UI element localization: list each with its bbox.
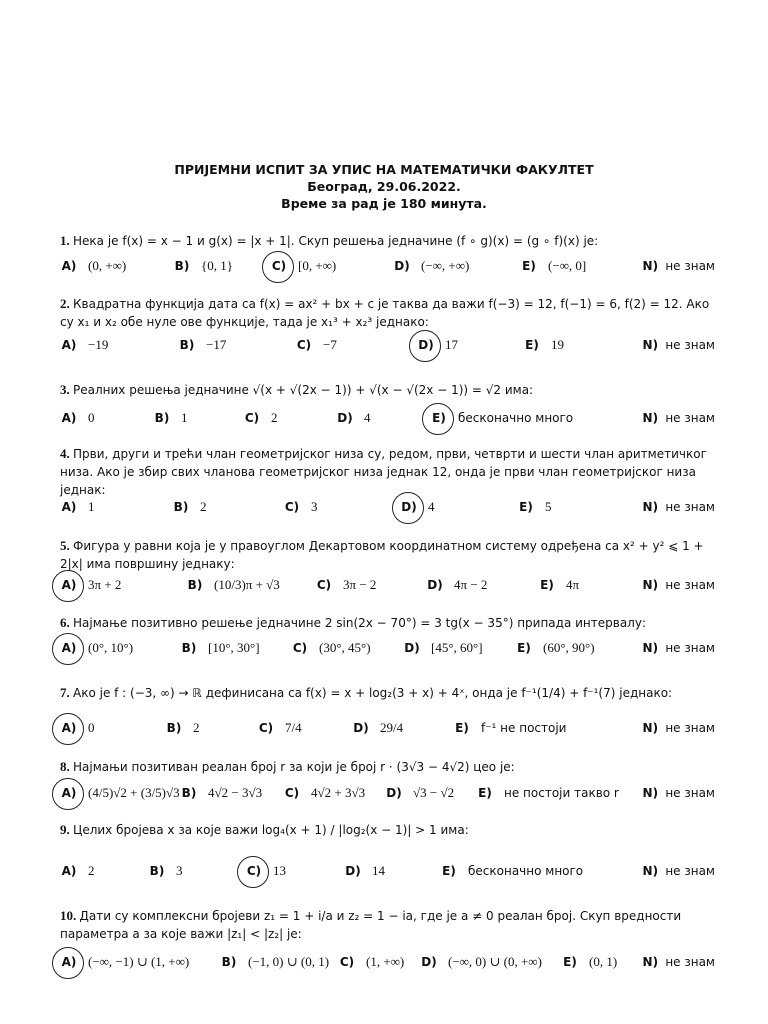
question-9 [60,821,712,839]
answer-value: 4π − 2 [454,577,488,592]
answer-label: N) [642,955,659,969]
answer-label: C) [284,786,300,800]
answer-option-e[interactable] [538,572,579,598]
answer-value: 3π − 2 [343,577,377,592]
question-number: 6. [60,615,70,630]
answer-option-c[interactable] [283,780,365,806]
answer-value-dont-know: не знам [665,411,715,425]
answer-row [60,949,715,975]
answer-value: 2 [200,499,207,514]
answer-label: D) [345,864,361,878]
answer-value: 29/4 [380,720,404,735]
answer-label: D) [427,578,443,592]
answer-option-e[interactable] [430,405,573,431]
answer-value: [45°, 60°] [431,640,483,655]
answer-label: A) [61,500,77,514]
answer-option-e[interactable] [453,715,566,741]
answer-value: 2 [88,863,95,878]
answer-value: 2 [271,410,278,425]
answer-value: 3 [311,499,318,514]
answer-label: N) [642,500,659,514]
answer-option-e[interactable] [520,253,586,279]
answer-value: (0, 1) [589,954,618,969]
answer-value: f⁻¹ не постоји [481,721,567,735]
answer-value: (30°, 45°) [319,640,371,655]
answer-option-d[interactable] [385,780,454,806]
answer-label: B) [174,259,190,273]
answer-label: N) [642,338,659,352]
answer-option-n[interactable] [641,494,715,520]
answer-option-b[interactable] [180,635,260,661]
answer-value: 4 [364,410,371,425]
answer-option-d[interactable] [403,635,483,661]
answer-option-e[interactable] [476,780,619,806]
answer-value: (60°, 90°) [543,640,595,655]
answer-value: 0 [88,720,95,735]
answer-label: E) [478,786,492,800]
answer-label: C) [292,641,308,655]
answer-value: 4 [428,499,435,514]
answer-value: (10/3)π + √3 [214,577,280,592]
answer-label: N) [642,411,659,425]
answer-option-d[interactable] [426,572,487,598]
answer-option-e[interactable] [515,635,595,661]
answer-label: B) [181,641,197,655]
answer-value-dont-know: не знам [665,955,715,969]
question-number: 5. [60,538,70,553]
circled-answer-label: C) [271,259,287,273]
answer-value: (−∞, 0) ∪ (0, +∞) [448,954,542,969]
answer-label: E) [519,500,533,514]
answer-value: 3 [176,863,183,878]
answer-label: D) [394,259,410,273]
answer-value: 1 [88,499,95,514]
answer-label: E) [517,641,531,655]
answer-label: D) [404,641,420,655]
answer-row [60,572,715,598]
answer-option-a[interactable] [60,949,189,975]
answer-label: B) [221,955,237,969]
answer-label: A) [61,411,77,425]
answer-row [60,405,715,431]
answer-value: 4√2 − 3√3 [208,785,263,800]
answer-option-b[interactable] [178,332,226,358]
answer-option-b[interactable] [148,858,183,884]
answer-value: [0, +∞) [298,258,337,273]
question-number: 1. [60,233,70,248]
question-text: Први, други и трећи члан геометријског низа су, редом, први, четврти и шести члан аритметичког низа. Ако је збир свих чланова геометријског низа једнак 12, онда је први члан геометријског низа једнак: [60,447,707,497]
question-text: Најмањи позитиван реалан број r за који је број r · (3√3 − 4√2) цео је: [73,760,515,774]
question-text: Нека је f(x) = x − 1 и g(x) = |x + 1|. Скуп решења једначине (f ∘ g)(x) = (g ∘ f)(x) је: [73,234,599,248]
answer-label: E) [540,578,554,592]
answer-label: N) [642,864,659,878]
answer-label: B) [187,578,203,592]
answer-option-a[interactable] [60,635,133,661]
question-4 [60,445,712,499]
answer-label: N) [642,721,659,735]
answer-option-n[interactable] [641,253,715,279]
answer-label: E) [442,864,456,878]
answer-label: A) [61,259,77,273]
answer-option-b[interactable] [153,405,188,431]
answer-value: 2 [193,720,200,735]
answer-label: C) [296,338,312,352]
answer-value: 14 [372,863,385,878]
answer-row [60,635,715,661]
question-5 [60,537,712,573]
answer-option-n[interactable] [641,715,715,741]
answer-option-b[interactable] [220,949,329,975]
answer-value: (−∞, −1) ∪ (1, +∞) [88,954,190,969]
answer-row [60,253,715,279]
circled-answer-label: D) [401,500,417,514]
answer-value: 1 [181,410,188,425]
answer-label: C) [258,721,274,735]
answer-value: −7 [323,337,337,352]
question-number: 4. [60,446,70,461]
answer-option-d[interactable] [400,494,435,520]
answer-value: (−∞, +∞) [421,258,470,273]
answer-option-a[interactable] [60,332,108,358]
answer-option-c[interactable] [338,949,404,975]
question-3 [60,381,712,399]
answer-option-d[interactable] [344,858,385,884]
answer-option-b[interactable] [186,572,280,598]
answer-row [60,332,715,358]
question-6 [60,614,712,632]
answer-value: 5 [545,499,552,514]
answer-label: D) [353,721,369,735]
answer-label: D) [421,955,437,969]
answer-option-b[interactable] [165,715,200,741]
answer-value: √3 − √2 [413,785,455,800]
answer-option-c[interactable] [257,715,302,741]
answer-value-dont-know: не знам [665,578,715,592]
answer-value: (0, +∞) [88,258,127,273]
answer-option-a[interactable] [60,572,121,598]
answer-option-a[interactable] [60,715,95,741]
answer-value-dont-know: не знам [665,259,715,273]
question-number: 10. [60,908,77,923]
answer-value: [10°, 30°] [208,640,260,655]
answer-option-c[interactable] [283,494,318,520]
question-text: Реалних решења једначине √(x + √(2x − 1)) + √(x − √(2x − 1)) = √2 има: [73,383,534,397]
answer-value-dont-know: не знам [665,786,715,800]
answer-value: {0, 1} [201,258,233,273]
question-1 [60,232,712,250]
answer-label: B) [154,411,170,425]
answer-option-e[interactable] [523,332,564,358]
answer-option-n[interactable] [641,858,715,884]
answer-row [60,858,715,884]
answer-value: 0 [88,410,95,425]
question-2 [60,295,712,331]
answer-value: −19 [88,337,109,352]
answer-label: A) [61,864,77,878]
answer-label: D) [386,786,402,800]
answer-value: бесконачно много [458,411,574,425]
answer-value: 3π + 2 [88,577,122,592]
exam-place-date: Београд, 29.06.2022. [307,179,461,194]
answer-label: C) [284,500,300,514]
answer-option-c[interactable] [315,572,376,598]
answer-value: 4π [566,577,580,592]
answer-label: E) [525,338,539,352]
answer-value: (−1, 0) ∪ (0, 1) [248,954,330,969]
answer-option-a[interactable] [60,780,180,806]
answer-label: C) [244,411,260,425]
circled-answer-label: D) [418,338,434,352]
answer-option-n[interactable] [641,780,715,806]
answer-row [60,715,715,741]
answer-option-c[interactable] [295,332,337,358]
answer-option-n[interactable] [641,635,715,661]
answer-label: N) [642,259,659,273]
answer-option-b[interactable] [173,253,233,279]
question-8 [60,758,712,776]
answer-value-dont-know: не знам [665,721,715,735]
question-number: 7. [60,685,70,700]
answer-option-n[interactable] [641,949,715,975]
answer-value: −17 [206,337,227,352]
answer-label: E) [455,721,469,735]
circled-answer-label: A) [61,786,77,800]
answer-label: N) [642,578,659,592]
answer-label: B) [149,864,165,878]
answer-option-e[interactable] [517,494,552,520]
answer-label: D) [337,411,353,425]
answer-option-b[interactable] [172,494,207,520]
question-7 [60,684,712,702]
question-text: Најмање позитивно решење једначине 2 sin(2x − 70°) = 3 tg(x − 35°) припада интервалу: [73,616,646,630]
answer-option-d[interactable] [352,715,403,741]
answer-option-n[interactable] [641,405,715,431]
answer-value: 7/4 [285,720,302,735]
question-10 [60,907,712,943]
answer-value: 17 [445,337,458,352]
answer-row [60,780,715,806]
answer-value: 4√2 + 3√3 [311,785,366,800]
question-text: Фигура у равни која је у правоуглом Декартовом координатном систему одређена са x² + y² ⩽ 1 + 2|x| има површину једнаку: [60,539,704,571]
question-number: 9. [60,822,70,837]
answer-option-e[interactable] [561,949,617,975]
answer-value: (4/5)√2 + (3/5)√3 [88,785,180,800]
answer-option-d[interactable] [417,332,458,358]
answer-option-n[interactable] [641,332,715,358]
answer-value: 19 [551,337,564,352]
circled-answer-label: A) [61,721,77,735]
exam-title: ПРИЈЕМНИ ИСПИТ ЗА УПИС НА МАТЕМАТИЧКИ ФАКУЛТЕТ [174,162,594,177]
circled-answer-label: C) [246,864,262,878]
answer-option-c[interactable] [291,635,371,661]
answer-label: B) [179,338,195,352]
question-number: 8. [60,759,70,774]
answer-label: B) [173,500,189,514]
question-text: Ако је f : (−3, ∞) → ℝ дефинисана са f(x) = x + log₂(3 + x) + 4ˣ, онда је f⁻¹(1/4) + f⁻¹(7) једнако: [73,686,673,700]
answer-value-dont-know: не знам [665,641,715,655]
answer-value: (−∞, 0] [548,258,587,273]
answer-value-dont-know: не знам [665,864,715,878]
answer-label: C) [339,955,355,969]
circled-answer-label: E) [430,411,448,425]
answer-option-c[interactable] [245,858,286,884]
answer-label: E) [522,259,536,273]
answer-label: C) [316,578,332,592]
answer-option-n[interactable] [641,572,715,598]
circled-answer-label: A) [61,641,77,655]
answer-label: B) [181,786,197,800]
answer-value: не постоји такво r [504,786,619,800]
question-text: Целих бројева x за које важи log₄(x + 1) / |log₂(x − 1)| > 1 има: [73,823,469,837]
answer-label: N) [642,786,659,800]
question-number: 3. [60,382,70,397]
answer-value: 13 [273,863,286,878]
answer-option-a[interactable] [60,405,95,431]
answer-value: (0°, 10°) [88,640,134,655]
answer-value-dont-know: не знам [665,500,715,514]
answer-option-b[interactable] [180,780,262,806]
answer-option-e[interactable] [440,858,583,884]
answer-label: E) [563,955,577,969]
answer-option-d[interactable] [336,405,371,431]
question-number: 2. [60,296,70,311]
answer-option-a[interactable] [60,858,95,884]
exam-duration: Време за рад је 180 минута. [281,196,487,211]
answer-option-d[interactable] [420,949,542,975]
circled-answer-label: A) [61,578,77,592]
answer-option-a[interactable] [60,494,95,520]
answer-label: B) [166,721,182,735]
answer-option-c[interactable] [270,253,336,279]
answer-option-d[interactable] [393,253,469,279]
answer-value: (1, +∞) [366,954,405,969]
answer-label: A) [61,338,77,352]
answer-value: бесконачно много [468,864,584,878]
answer-label: N) [642,641,659,655]
question-text: Квадратна функција дата са f(x) = ax² + bx + c је таква да важи f(−3) = 12, f(−1) = 6, f(2) = 12. Ако су x₁ и x₂ обе нуле ове функције, тада је x₁³ + x₂³ једнако: [60,297,710,329]
circled-answer-label: A) [61,955,77,969]
answer-option-c[interactable] [243,405,278,431]
question-text: Дати су комплексни бројеви z₁ = 1 + i/a и z₂ = 1 − ia, где је a ≠ 0 реалан број. Скуп вредности параметра a за које важи |z₁| < |z₂| је: [60,909,682,941]
answer-value-dont-know: не знам [665,338,715,352]
answer-option-a[interactable] [60,253,126,279]
answer-row [60,494,715,520]
